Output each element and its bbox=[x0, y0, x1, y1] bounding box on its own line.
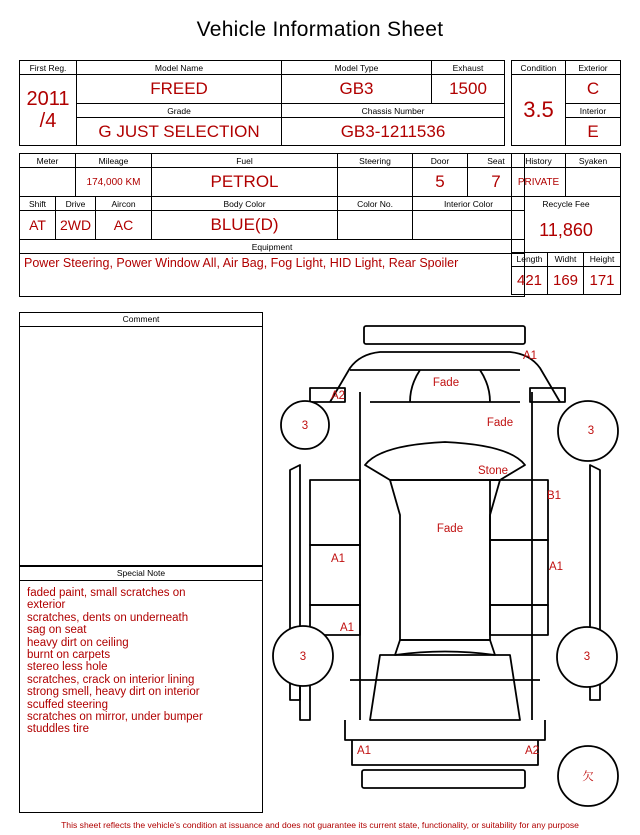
mark-rear-bumper-right: A2 bbox=[524, 745, 540, 757]
comment-box bbox=[19, 312, 263, 566]
syaken-label: Syaken bbox=[566, 154, 621, 168]
mark-right-front-door: B1 bbox=[546, 490, 562, 502]
special-note-item: studdles tire bbox=[27, 723, 90, 736]
mark-left-rear-door: A1 bbox=[339, 622, 355, 634]
right-rear-door-shape bbox=[490, 540, 548, 605]
special-note-item: scratches on mirror, under bumper bbox=[27, 711, 203, 724]
main-info-table bbox=[19, 60, 505, 146]
height-label: Height bbox=[584, 252, 621, 266]
exterior-value: C bbox=[566, 75, 621, 104]
first-reg-value bbox=[20, 75, 77, 146]
syaken-value bbox=[566, 168, 621, 197]
color-no-label: Color No. bbox=[338, 197, 413, 211]
special-note-box bbox=[19, 566, 263, 813]
special-note-item: scratches, dents on underneath bbox=[27, 611, 189, 624]
shift-value: AT bbox=[20, 211, 56, 240]
side-info-table bbox=[511, 153, 621, 295]
special-note-item: strong smell, heavy dirt on interior bbox=[27, 686, 200, 699]
aircon-value: AC bbox=[96, 211, 152, 240]
model-type-label: Model Type bbox=[282, 61, 432, 75]
chassis-label: Chassis Number bbox=[282, 104, 505, 118]
steering-value bbox=[338, 168, 413, 197]
special-note-item: stereo less hole bbox=[27, 661, 108, 674]
drive-value: 2WD bbox=[56, 211, 96, 240]
drive-label: Drive bbox=[56, 197, 96, 211]
history-label: History bbox=[512, 154, 566, 168]
recycle-fee-value: 11,860 bbox=[512, 210, 621, 252]
width-value: 169 bbox=[548, 266, 584, 294]
mark-windshield: Stone bbox=[477, 465, 509, 477]
tailgate-shape bbox=[395, 640, 495, 655]
condition-table bbox=[511, 60, 621, 146]
roof-shape bbox=[390, 480, 500, 640]
mark-rear-bumper-left: A1 bbox=[356, 745, 372, 757]
length-label: Length bbox=[512, 252, 548, 266]
exhaust-value: 1500 bbox=[432, 75, 505, 104]
equipment-value: Power Steering, Power Window All, Air Bag, Fog Light, HID Light, Rear Spoiler bbox=[20, 254, 525, 297]
meter-value bbox=[20, 168, 76, 197]
mark-front-left-fender: A2 bbox=[330, 390, 346, 402]
first-reg-year: 2011 bbox=[26, 88, 70, 110]
interior-color-label: Interior Color bbox=[413, 197, 525, 211]
mark-hood: Fade bbox=[432, 377, 460, 389]
steering-label: Steering bbox=[338, 154, 413, 168]
history-value: PRIVATE bbox=[512, 168, 566, 197]
special-note-item: burnt on carpets bbox=[27, 649, 111, 662]
grade-value: G JUST SELECTION bbox=[77, 118, 282, 146]
right-front-door-shape bbox=[490, 480, 548, 540]
exterior-label: Exterior bbox=[566, 61, 621, 75]
special-note-item: faded paint, small scratches on bbox=[27, 587, 186, 599]
door-label: Door bbox=[413, 154, 468, 168]
mark-left-front-door: A1 bbox=[330, 553, 346, 565]
seat-label: Seat bbox=[468, 154, 525, 168]
mark-front-right-fender: Fade bbox=[486, 417, 514, 429]
fuel-label: Fuel bbox=[152, 154, 338, 168]
spare-tire-mark: 欠 bbox=[582, 771, 594, 783]
height-value: 171 bbox=[584, 266, 621, 294]
rear-bumper-shape bbox=[362, 770, 525, 788]
page-title: Vehicle Information Sheet bbox=[196, 18, 444, 41]
fuel-value: PETROL bbox=[152, 168, 338, 197]
model-type-value: GB3 bbox=[282, 75, 432, 104]
special-note-list bbox=[20, 581, 262, 736]
model-name-label: Model Name bbox=[77, 61, 282, 75]
interior-label: Interior bbox=[566, 104, 621, 118]
left-front-door-shape bbox=[310, 480, 360, 545]
mark-roof: Fade bbox=[436, 523, 464, 535]
tire-front-right: 3 bbox=[587, 425, 595, 437]
width-label: Widht bbox=[548, 252, 584, 266]
condition-label: Condition bbox=[512, 61, 566, 75]
disclaimer-footer: This sheet reflects the vehicle's condition at issuance and does not guarantee its current state, functionality, or suitability for any purpose bbox=[61, 820, 579, 830]
shift-label: Shift bbox=[20, 197, 56, 211]
special-note-label: Special Note bbox=[20, 567, 262, 581]
condition-value: 3.5 bbox=[512, 75, 566, 146]
special-note-item: scuffed steering bbox=[27, 698, 108, 711]
body-color-value: BLUE(D) bbox=[152, 211, 338, 240]
special-note-item: scratches, crack on interior lining bbox=[27, 673, 195, 686]
recycle-fee-label: Recycle Fee bbox=[512, 197, 621, 211]
equipment-label: Equipment bbox=[20, 240, 525, 254]
exhaust-label: Exhaust bbox=[432, 61, 505, 75]
interior-color-value bbox=[413, 211, 525, 240]
mileage-label: Mileage bbox=[76, 154, 152, 168]
grade-label: Grade bbox=[77, 104, 282, 118]
special-note-item: sag on seat bbox=[27, 624, 87, 637]
interior-value: E bbox=[566, 118, 621, 146]
mark-front-bumper: A1 bbox=[522, 350, 538, 362]
comment-label: Comment bbox=[20, 313, 262, 327]
vehicle-diagram bbox=[272, 318, 622, 818]
color-no-value bbox=[338, 211, 413, 240]
chassis-value: GB3-1211536 bbox=[282, 118, 505, 146]
tire-rear-left: 3 bbox=[299, 651, 307, 663]
first-reg-month: /4 bbox=[39, 110, 57, 132]
body-color-label: Body Color bbox=[152, 197, 338, 211]
seat-value: 7 bbox=[468, 168, 525, 197]
first-reg-label: First Reg. bbox=[20, 61, 77, 75]
meter-label: Meter bbox=[20, 154, 76, 168]
mark-right-rear-door: A1 bbox=[548, 561, 564, 573]
tire-front-left: 3 bbox=[301, 420, 309, 432]
tire-rear-right: 3 bbox=[583, 651, 591, 663]
length-value: 421 bbox=[512, 266, 548, 294]
door-value: 5 bbox=[413, 168, 468, 197]
special-note-item: exterior bbox=[27, 599, 66, 612]
specs-table bbox=[19, 153, 525, 297]
mileage-value: 174,000 KM bbox=[76, 168, 152, 197]
aircon-label: Aircon bbox=[96, 197, 152, 211]
front-bumper-shape bbox=[364, 326, 525, 344]
model-name-value: FREED bbox=[77, 75, 282, 104]
special-note-item: heavy dirt on ceiling bbox=[27, 636, 129, 649]
